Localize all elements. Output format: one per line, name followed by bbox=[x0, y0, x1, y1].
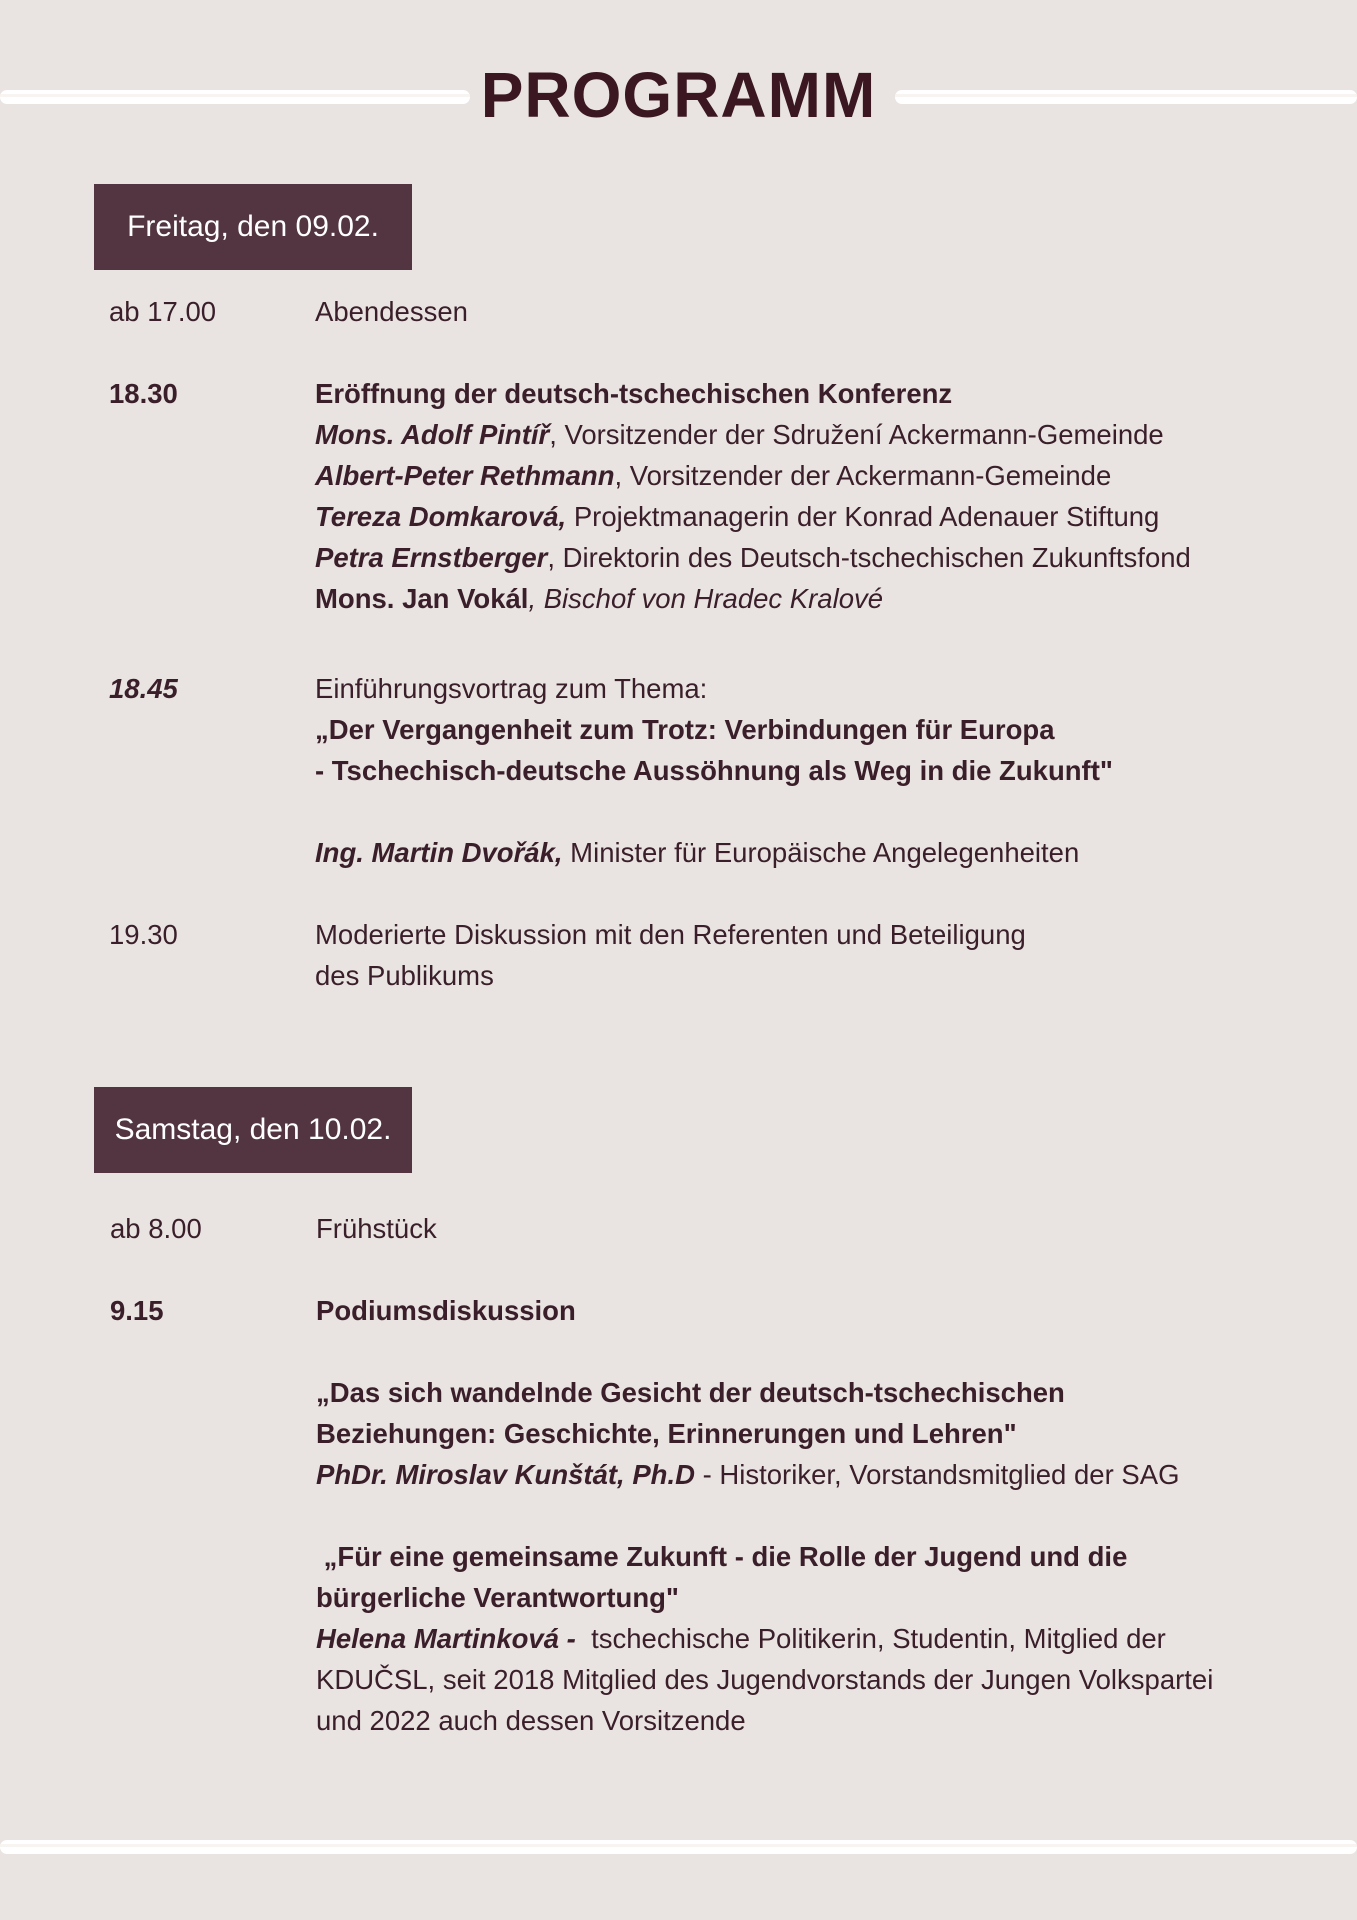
speaker-line: Tereza Domkarová, Projektmanagerin der Konrad Adenauer Stiftung bbox=[315, 501, 1160, 532]
spacer bbox=[315, 791, 1335, 832]
time: ab 17.00 bbox=[109, 296, 217, 327]
speaker-line: Petra Ernstberger, Direktorin des Deutsch-tschechischen Zukunftsfond bbox=[315, 542, 1191, 573]
day-header-saturday: Samstag, den 10.02. bbox=[94, 1087, 412, 1173]
event-text: Abendessen bbox=[315, 296, 468, 327]
time: 18.45 bbox=[109, 673, 178, 704]
event-text: des Publikums bbox=[315, 960, 494, 991]
time: 18.30 bbox=[109, 378, 178, 409]
event-text: Moderierte Diskussion mit den Referenten und Beteiligung bbox=[315, 919, 1026, 950]
speaker-line: Helena Martinková - tschechische Politikerin, Studentin, Mitglied der bbox=[316, 1623, 1166, 1654]
speaker-role-line: und 2022 auch dessen Vorsitzende bbox=[316, 1705, 746, 1736]
time: 9.15 bbox=[110, 1295, 164, 1326]
speaker-line: Albert-Peter Rethmann, Vorsitzender der Ackermann-Gemeinde bbox=[315, 460, 1112, 491]
page-title: PROGRAMM bbox=[480, 59, 877, 131]
event-title: Podiumsdiskussion bbox=[316, 1295, 576, 1326]
speaker-line: Mons. Adolf Pintíř, Vorsitzender der Sdružení Ackermann-Gemeinde bbox=[315, 419, 1164, 450]
event-text: Frühstück bbox=[316, 1213, 437, 1244]
event-details bbox=[315, 668, 1335, 873]
talk-title-line: Beziehungen: Geschichte, Erinnerungen und Lehren" bbox=[316, 1418, 1017, 1449]
spacer bbox=[316, 1331, 1336, 1372]
event-intro: Einführungsvortrag zum Thema: bbox=[315, 673, 708, 704]
day-header-friday: Freitag, den 09.02. bbox=[94, 184, 412, 270]
event-details bbox=[315, 914, 1335, 996]
talk-title-line: - Tschechisch-deutsche Aussöhnung als Weg in die Zukunft" bbox=[315, 755, 1113, 786]
brush-stroke-bottom bbox=[0, 1840, 1357, 1854]
time: 19.30 bbox=[109, 919, 178, 950]
talk-title-line: „Das sich wandelnde Gesicht der deutsch-tschechischen bbox=[316, 1377, 1065, 1408]
event-title: Eröffnung der deutsch-tschechischen Konferenz bbox=[315, 378, 953, 409]
talk-title-line: „Der Vergangenheit zum Trotz: Verbindungen für Europa bbox=[315, 714, 1055, 745]
speaker-line: Mons. Jan Vokál, Bischof von Hradec Kralové bbox=[315, 583, 884, 614]
event-details bbox=[315, 373, 1335, 619]
speaker-role-line: KDUČSL, seit 2018 Mitglied des Jugendvorstands der Jungen Volkspartei bbox=[316, 1664, 1214, 1695]
spacer bbox=[316, 1495, 1336, 1536]
time: ab 8.00 bbox=[110, 1213, 202, 1244]
event-details bbox=[316, 1290, 1336, 1741]
speaker-line: Ing. Martin Dvořák, Minister für Europäische Angelegenheiten bbox=[315, 837, 1080, 868]
talk-title-line: bürgerliche Verantwortung" bbox=[316, 1582, 679, 1613]
talk-title-line: „Für eine gemeinsame Zukunft - die Rolle der Jugend und die bbox=[316, 1541, 1128, 1572]
speaker-line: PhDr. Miroslav Kunštát, Ph.D - Historiker, Vorstandsmitglied der SAG bbox=[316, 1459, 1180, 1490]
